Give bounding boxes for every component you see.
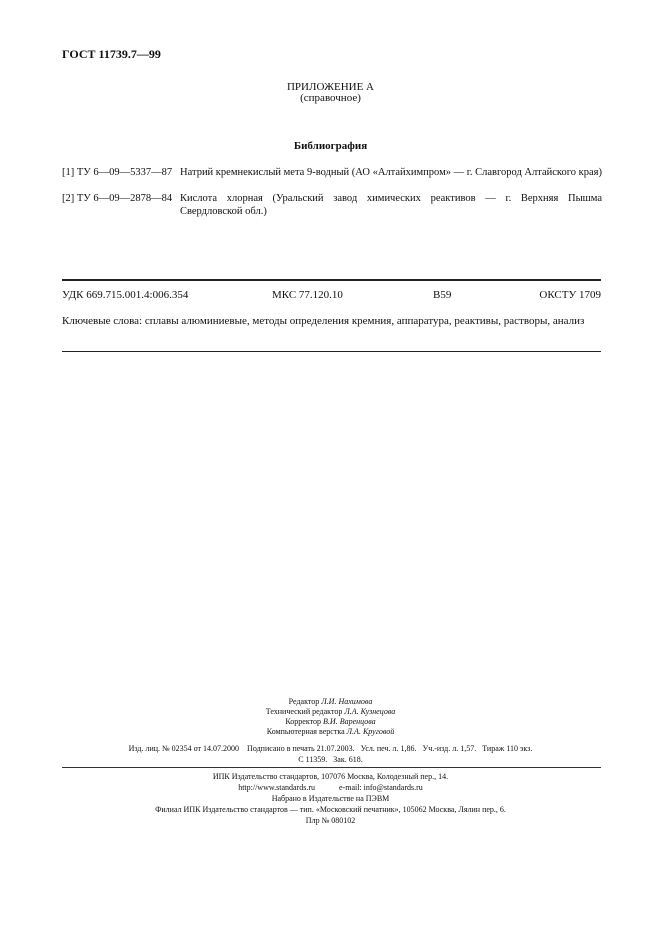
okstu-code: ОКСТУ 1709 [539,289,601,301]
divider-bottom [62,351,601,352]
bibliography-item [62,192,602,218]
corrector-line [0,717,661,727]
divider-thin [62,767,601,768]
bibliography-item-code: [1] ТУ 6—09—5337—87 [62,167,173,178]
editor-line [0,697,661,707]
bibliography-item-text: Натрий кремнекислый мета 9-водный (АО «Алтайхимпром» — г. Славгород Алтайского края) [180,167,602,178]
publisher-address: ИПК Издательство стандартов, 107076 Москва, Колодезный пер., 14. [212,772,449,781]
layout-role: Компьютерная верстка [266,727,345,736]
printing-branch: Филиал ИПК Издательство стандартов — тип. «Московский печатник», 105062 Москва, Лялин пер., 6. [155,805,506,814]
typeset-note: Набрано в Издательстве на ПЭВМ [271,794,390,803]
layout-line [0,727,661,737]
bibliography-item-code: [2] ТУ 6—09—2878—84 [62,193,173,204]
udk-code: УДК 669.715.001.4:006.354 [62,289,189,301]
tech-editor-role: Технический редактор [265,707,343,716]
bibliography-title: Библиография [293,140,368,152]
editor-name: Л.И. Нахимова [321,697,373,706]
license-number: Плр № 080102 [305,816,356,825]
divider-top [62,279,601,281]
publication-info-line: Изд. лиц. № 02354 от 14.07.2000 Подписано в печать 21.07.2003. Усл. печ. л. 1,86. Уч.-изд. л. 1,57. Тираж 110 экз. [128,744,533,753]
publisher-email: e-mail: info@standards.ru [339,783,423,792]
publisher-website: http://www.standards.ru [238,783,315,792]
editor-role: Редактор [288,697,320,706]
document-code: ГОСТ 11739.7—99 [62,47,161,61]
appendix-title: ПРИЛОЖЕНИЕ А [286,81,374,93]
keywords-text: Ключевые слова: сплавы алюминиевые, методы определения кремния, аппаратура, реактивы, растворы, анализ [62,315,585,327]
tech-editor-name: Л.А. Кузнецова [344,707,396,716]
publication-info-line: С 11359. Зак. 618. [298,755,363,764]
corrector-role: Корректор [285,717,322,726]
appendix-subtitle: (справочное) [300,92,361,104]
publisher-contacts [0,782,661,793]
layout-name: Л.А. Круговой [346,727,395,736]
corrector-name: В.И. Варенцова [323,717,376,726]
bibliography-item-text: Кислота хлорная (Уральский завод химических реактивов — г. Верхняя Пышма Свердловской обл.) [180,193,602,217]
group-code: В59 [433,289,452,301]
mks-code: МКС 77.120.10 [272,289,343,301]
tech-editor-line [0,707,661,717]
bibliography-item [62,166,602,179]
